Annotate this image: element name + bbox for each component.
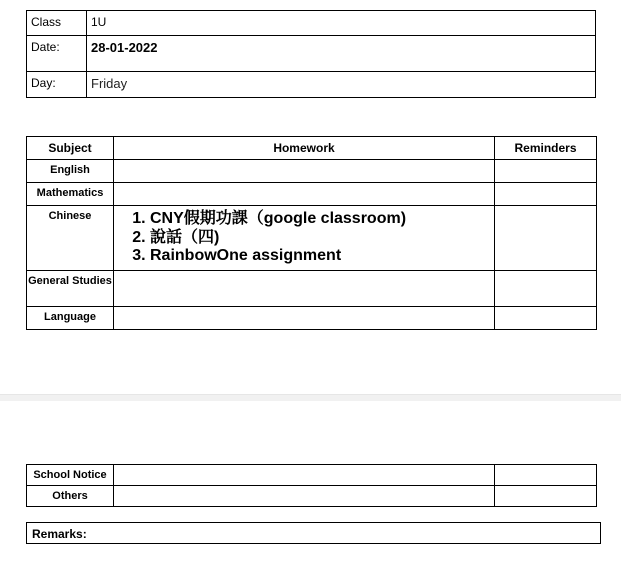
homework-cell-mathematics <box>114 183 495 206</box>
subject-english: English <box>27 160 114 183</box>
remarks-box <box>26 522 601 544</box>
reminder-cell-chinese <box>495 206 597 271</box>
homework-table <box>26 136 597 330</box>
table-row <box>27 465 597 486</box>
others-extra-cell <box>495 486 597 507</box>
table-row <box>27 486 597 507</box>
school-notice-cell <box>114 465 495 486</box>
table-row <box>27 271 597 307</box>
subject-language: Language <box>27 307 114 330</box>
date-label: Date: <box>27 36 87 72</box>
school-notice-extra-cell <box>495 465 597 486</box>
table-row <box>27 206 597 271</box>
chinese-homework-list <box>114 210 494 266</box>
school-notice-label: School Notice <box>27 465 114 486</box>
day-label: Day: <box>27 72 87 98</box>
reminder-cell-general-studies <box>495 271 597 307</box>
column-header-reminders: Reminders <box>495 137 597 160</box>
table-row <box>27 160 597 183</box>
day-value: Friday <box>87 72 596 98</box>
page-break <box>0 394 621 401</box>
class-info-table <box>26 10 596 98</box>
table-row <box>27 307 597 330</box>
notice-table <box>26 464 597 507</box>
reminder-cell-mathematics <box>495 183 597 206</box>
class-label: Class <box>27 11 87 36</box>
subject-general-studies: General Studies <box>27 271 114 307</box>
subject-mathematics: Mathematics <box>27 183 114 206</box>
list-item: 3. RainbowOne assignment <box>150 247 494 266</box>
list-item: 2. 說話（四) <box>150 229 494 248</box>
list-item: 1. CNY假期功課（google classroom) <box>150 210 494 229</box>
reminder-cell-language <box>495 307 597 330</box>
class-value: 1U <box>87 11 596 36</box>
homework-cell-language <box>114 307 495 330</box>
subject-chinese: Chinese <box>27 206 114 271</box>
others-cell <box>114 486 495 507</box>
column-header-homework: Homework <box>114 137 495 160</box>
reminder-cell-english <box>495 160 597 183</box>
others-label: Others <box>27 486 114 507</box>
homework-cell-general-studies <box>114 271 495 307</box>
column-header-subject: Subject <box>27 137 114 160</box>
homework-cell-chinese <box>114 206 495 271</box>
date-value: 28-01-2022 <box>87 36 596 72</box>
homework-cell-english <box>114 160 495 183</box>
remarks-label: Remarks: <box>32 527 87 541</box>
table-row <box>27 183 597 206</box>
